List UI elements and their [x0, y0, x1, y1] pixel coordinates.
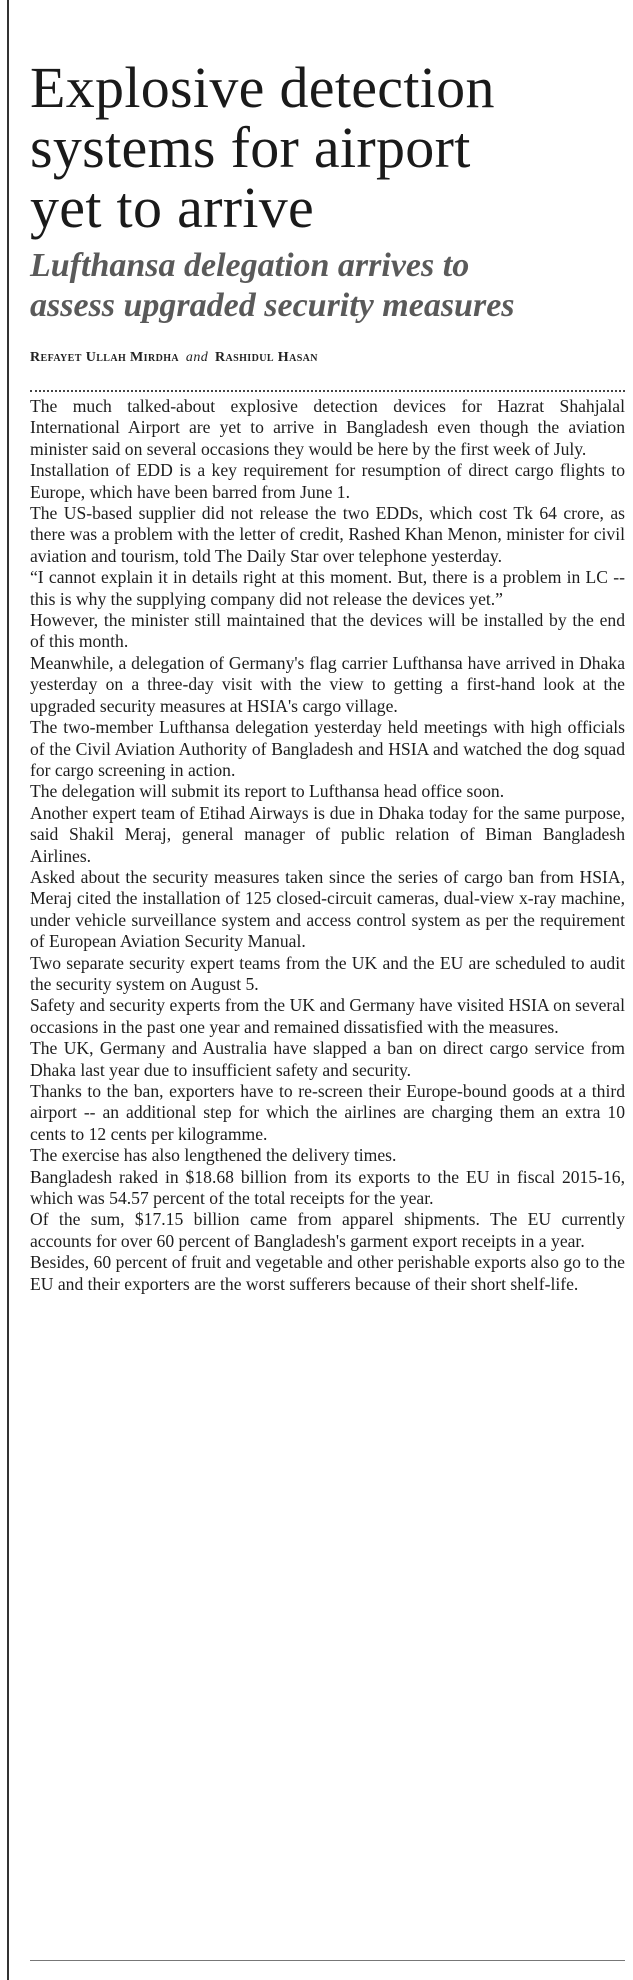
headline-line: systems for airport [30, 115, 471, 180]
paragraph: Meanwhile, a delegation of Germany's flag carrier Lufthansa have arrived in Dhaka yesterday on a three-day visit with the view to getting a first-hand look at the upgraded security measures at HSIA's cargo village. [30, 652, 625, 716]
paragraph: Besides, 60 percent of fruit and vegetable and other perishable exports also go to the EU and their exporters are the worst sufferers because of their short shelf-life. [30, 1252, 625, 1294]
paragraph: The UK, Germany and Australia have slapped a ban on direct cargo service from Dhaka last year due to insufficient safety and security. [30, 1038, 625, 1080]
byline-author: Rashidul Hasan [215, 350, 318, 365]
paragraph: The delegation will submit its report to Lufthansa head office soon. [30, 781, 505, 802]
paragraph: Asked about the security measures taken since the series of cargo ban from HSIA, Meraj cited the installation of 125 closed-circuit cameras, dual-view x-ray machine, under vehicle surveillance system and access control system as per the requirement of European Aviation Security Manual. [30, 866, 625, 952]
paragraph: Installation of EDD is a key requirement for resumption of direct cargo flights to Europe, which have been barred from June 1. [30, 460, 625, 502]
byline [30, 350, 625, 366]
paragraph: “I cannot explain it in details right at this moment. But, there is a problem in LC -- this is why the supplying company did not release the devices yet.” [30, 567, 625, 609]
article [30, 55, 625, 1295]
column-rule [7, 0, 9, 1980]
paragraph: Bangladesh raked in $18.68 billion from its exports to the EU in fiscal 2015-16, which was 54.57 percent of the total receipts for the year. [30, 1166, 625, 1209]
bottom-divider [30, 1960, 625, 1961]
paragraph: However, the minister still maintained that the devices will be installed by the end of this month. [30, 610, 625, 652]
paragraph: The much talked-about explosive detection devices for Hazrat Shahjalal International Airport are yet to arrive in Bangladesh even though the aviation minister said on several occasions they would be here by the first week of July. [30, 396, 625, 459]
divider [30, 390, 625, 392]
paragraph: Thanks to the ban, exporters have to re-screen their Europe-bound goods at a third airport -- an additional step for which the airlines are charging them an extra 10 cents to 12 cents per kilogramme. [30, 1081, 625, 1144]
paragraph: Two separate security expert teams from the UK and the EU are scheduled to audit the security system on August 5. [30, 952, 625, 994]
paragraph: Safety and security experts from the UK and Germany have visited HSIA on several occasions in the past one year and remained dissatisfied with the measures. [30, 995, 625, 1037]
subheadline-line: assess upgraded security measures [30, 287, 515, 324]
byline-author: Refayet Ullah Mirdha [30, 350, 180, 365]
headline-line: Explosive detection [30, 55, 495, 120]
paragraph: Another expert team of Etihad Airways is due in Dhaka today for the same purpose, said Shakil Meraj, general manager of public relation of Biman Bangladesh Airlines. [30, 802, 625, 866]
headline [30, 55, 625, 240]
article-body [30, 396, 625, 1295]
paragraph: The two-member Lufthansa delegation yesterday held meetings with high officials of the Civil Aviation Authority of Bangladesh and HSIA and watched the dog squad for cargo screening in action. [30, 717, 625, 780]
byline-conjunction: and [185, 350, 209, 365]
headline-line: yet to arrive [30, 175, 315, 240]
paragraph: The US-based supplier did not release the two EDDs, which cost Tk 64 crore, as there was a problem with the letter of credit, Rashed Khan Menon, minister for civil aviation and tourism, told The Daily Star over telephone yesterday. [30, 503, 625, 566]
subheadline-line: Lufthansa delegation arrives to [30, 247, 470, 284]
subheadline [30, 246, 625, 326]
paragraph: Of the sum, $17.15 billion came from apparel shipments. The EU currently accounts for over 60 percent of Bangladesh's garment export receipts in a year. [30, 1209, 625, 1251]
paragraph: The exercise has also lengthened the delivery times. [30, 1145, 397, 1166]
